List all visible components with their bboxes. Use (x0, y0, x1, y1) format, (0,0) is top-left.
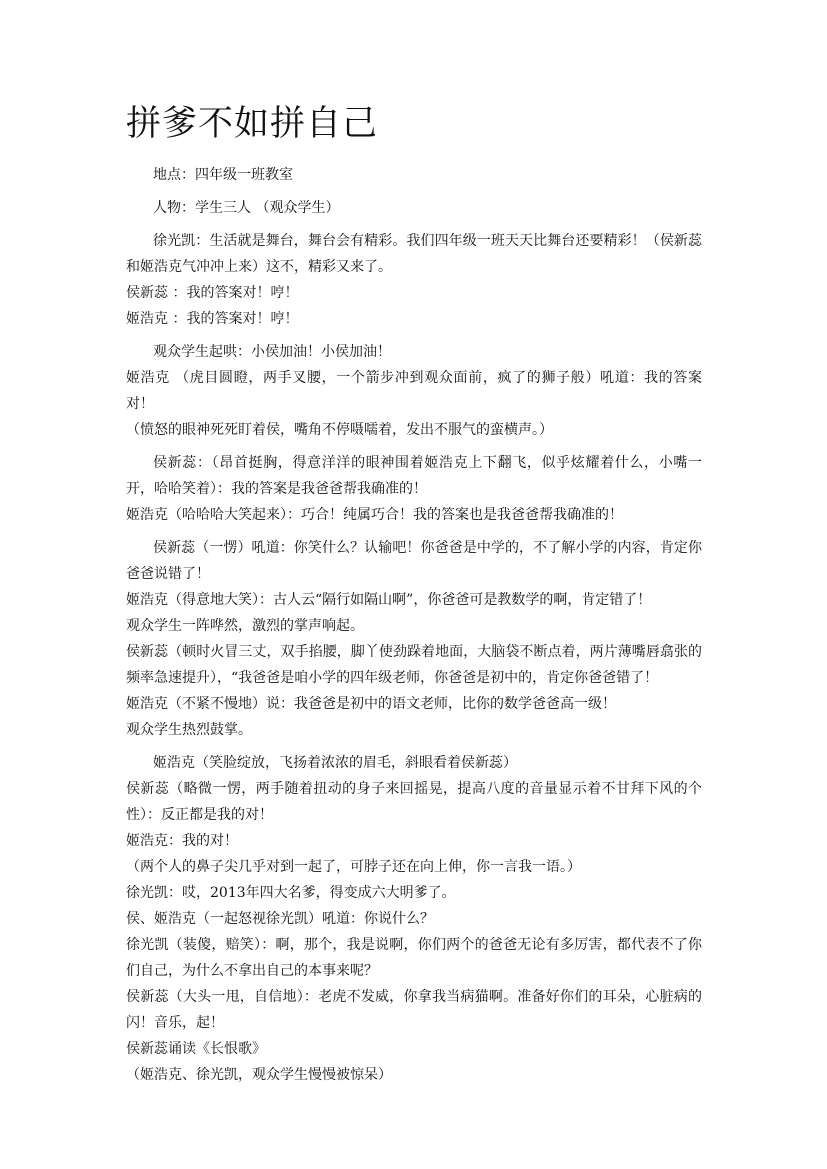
paragraph: 观众学生起哄：小侯加油！小侯加油！ (153, 344, 391, 360)
paragraph: 姬浩克 ：我的答案对！哼！ (126, 311, 299, 327)
paragraph: 观众学生热烈鼓掌。 (126, 722, 252, 738)
paragraph: 徐光凯：哎，2013年四大名爹，得变成六大明爹了。 (126, 885, 456, 901)
paragraph: 姬浩克 （虎目圆瞪，两手叉腰，一个箭步冲到观众面前，疯了的狮子般）吼道：我的答案对！ (126, 370, 702, 412)
paragraph: 侯新蕊 ：我的答案对！哼！ (126, 285, 299, 301)
paragraph: （姬浩克、徐光凯，观众学生慢慢被惊呆） (126, 1067, 392, 1083)
paragraph: 姬浩克：我的对！ (126, 833, 238, 849)
paragraph: 侯新蕊（略微一愣，两手随着扭动的身子来回摇晃，提高八度的音量显示着不甘拜下风的个性）：反正都是我的对！ (126, 781, 702, 823)
paragraph: 姬浩克（得意地大笑）：古人云“隔行如隔山啊”，你爸爸可是教数学的啊，肯定错了！ (126, 592, 652, 608)
paragraph: 姬浩克（笑脸绽放，飞扬着浓浓的眉毛，斜眼看着侯新蕊） (153, 755, 517, 771)
paragraph: 侯新蕊：（昂首挺胸，得意洋洋的眼神围着姬浩克上下翻飞，似乎炫耀着什么，小嘴一开，哈哈笑着）：我的答案是我爸爸帮我确准的！ (126, 455, 702, 497)
document-page (126, 96, 702, 1088)
paragraph: 人物：学生三人 （观众学生） (153, 200, 340, 216)
paragraph: 侯新蕊（大头一甩，自信地）：老虎不发威，你拿我当病猫啊。准备好你们的耳朵，心脏病的闪！音乐，起！ (126, 989, 702, 1031)
paragraph: （愤怒的眼神死死盯着侯，嘴角不停嗫嚅着，发出不服气的蛮横声。） (126, 422, 553, 438)
paragraph: 侯、姬浩克（一起怒视徐光凯）吼道：你说什么？ (126, 911, 434, 927)
paragraph: 观众学生一阵哗然，激烈的掌声响起。 (126, 618, 364, 634)
paragraph: 地点：四年级一班教室 (153, 167, 293, 183)
paragraph: 徐光凯（装傻，赔笑）：啊，那个，我是说啊，你们两个的爸爸无论有多厉害，都代表不了你们自己，为什么不拿出自己的本事来呢？ (126, 937, 702, 979)
paragraph: 侯新蕊（一愣）吼道：你笑什么？认输吧！你爸爸是中学的，不了解小学的内容，肯定你爸爸说错了！ (126, 540, 702, 582)
document-body (126, 162, 702, 1088)
paragraph: 侯新蕊（顿时火冒三丈，双手掐腰，脚丫使劲跺着地面，大脑袋不断点着，两片薄嘴唇翕张的频率急速提升），“我爸爸是咱小学的四年级老师，你爸爸是初中的，肯定你爸爸错了！ (126, 644, 702, 686)
document-title: 拼爹不如拼自己 (126, 104, 379, 144)
paragraph: 徐光凯：生活就是舞台，舞台会有精彩。我们四年级一班天天比舞台还要精彩！（侯新蕊和姬浩克气冲冲上来）这不，精彩又来了。 (126, 233, 702, 275)
paragraph: 侯新蕊诵读《长恨歌》 (126, 1041, 266, 1057)
paragraph: 姬浩克（不紧不慢地）说：我爸爸是初中的语文老师，比你的数学爸爸高一级！ (126, 696, 616, 712)
paragraph: 姬浩克（哈哈哈大笑起来）：巧合！纯属巧合！我的答案也是我爸爸帮我确准的！ (126, 507, 623, 523)
paragraph: （两个人的鼻子尖几乎对到一起了，可脖子还在向上伸，你一言我一语。） (126, 859, 581, 875)
